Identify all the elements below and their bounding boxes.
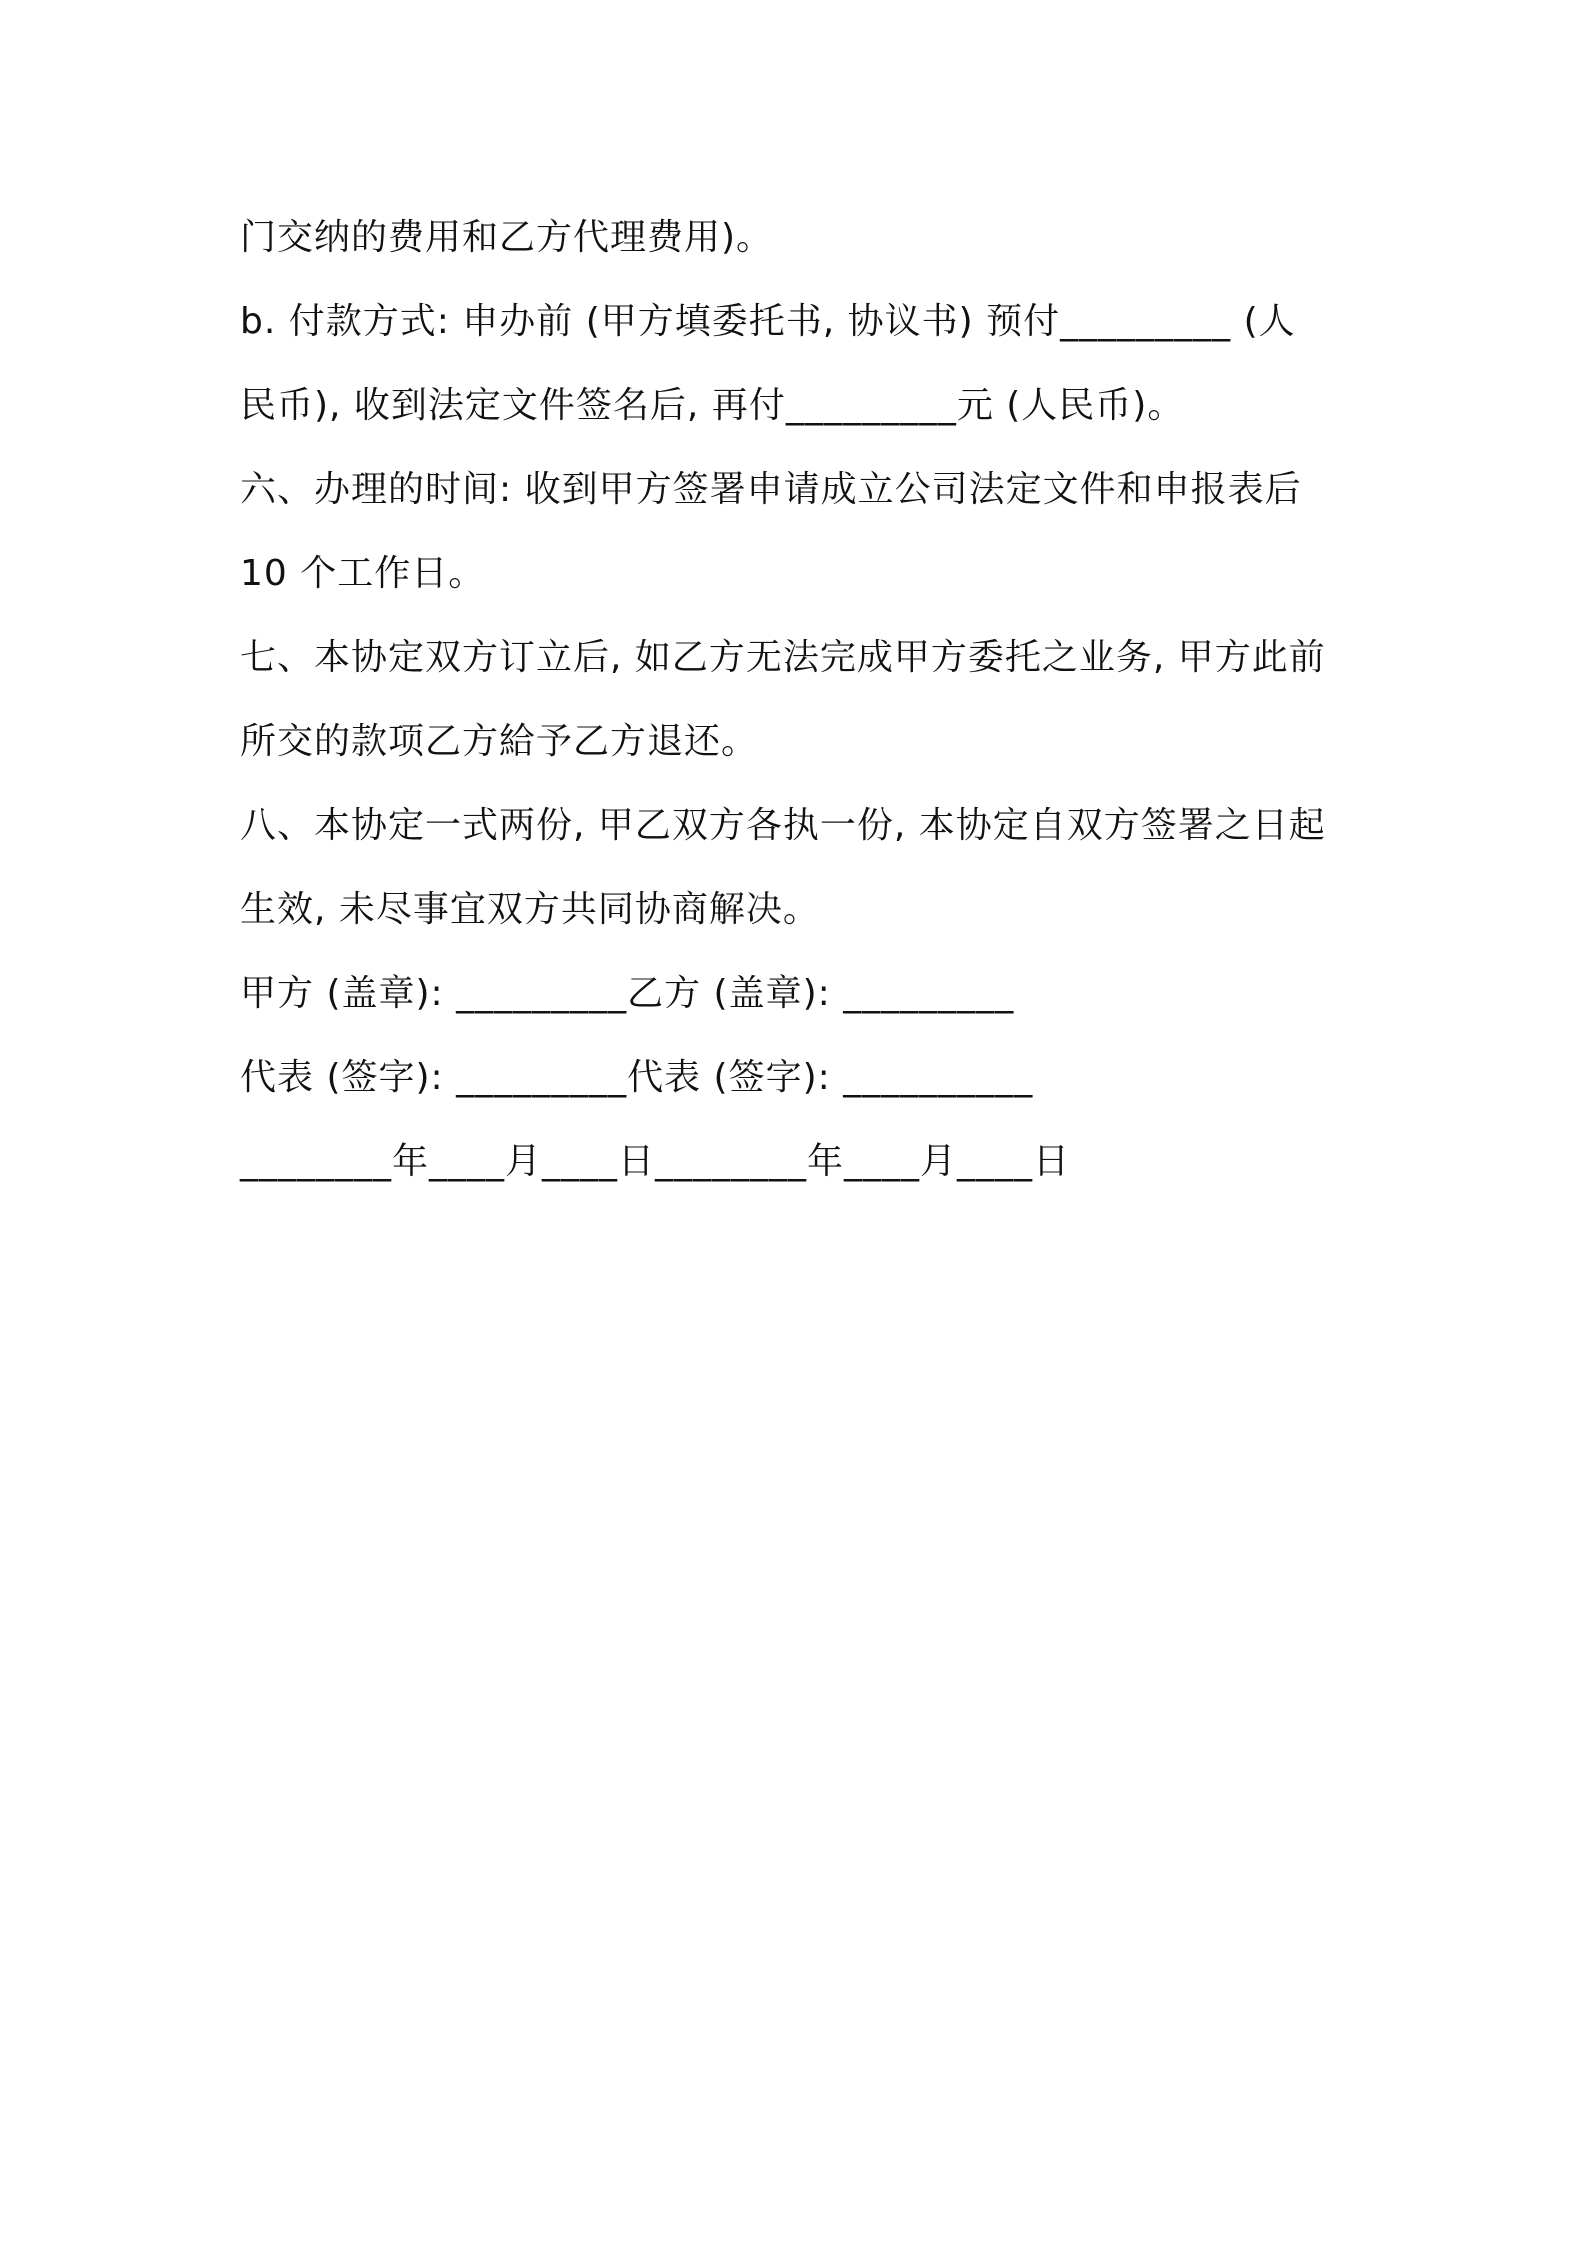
payment-method-line: b. 付款方式: 申办前 (甲方填委托书, 协议书) 预付_________ (人 (240, 301, 1296, 342)
processing-time-line-2: 10 个工作日。 (240, 553, 486, 594)
date-line: ________年____月____日________年____月____日 (240, 1141, 1070, 1182)
seal-line: 甲方 (盖章): _________乙方 (盖章): _________ (240, 973, 1015, 1014)
processing-time-line: 六、办理的时间: 收到甲方签署申请成立公司法定文件和申报表后 (240, 469, 1302, 510)
copies-clause-line: 八、本协定一式两份, 甲乙双方各执一份, 本协定自双方签署之日起 (240, 805, 1326, 846)
copies-clause-line-2: 生效, 未尽事宜双方共同协商解决。 (240, 889, 820, 930)
payment-method-line-2: 民币), 收到法定文件签名后, 再付_________元 (人民币)。 (240, 385, 1185, 426)
refund-clause-line-2: 所交的款项乙方給予乙方退还。 (240, 721, 759, 762)
document-body (240, 196, 1350, 1204)
signature-line: 代表 (签字): _________代表 (签字): __________ (240, 1057, 1034, 1098)
fee-continuation-line: 门交纳的费用和乙方代理费用)。 (240, 217, 774, 258)
refund-clause-line: 七、本协定双方订立后, 如乙方无法完成甲方委托之业务, 甲方此前 (240, 637, 1326, 678)
